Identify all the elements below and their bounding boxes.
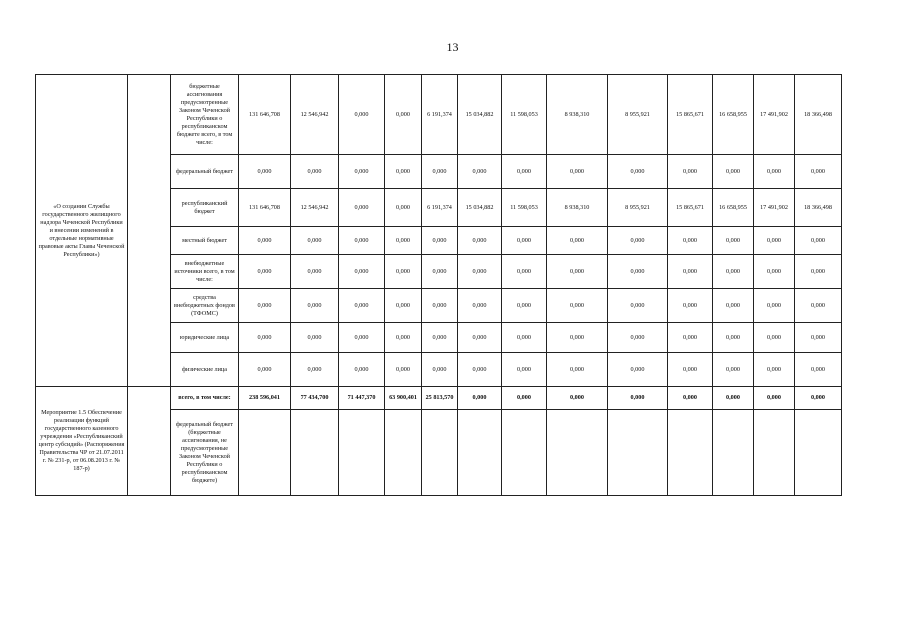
amount-cell: 0,000	[547, 289, 608, 323]
amount-cell: 0,000	[458, 323, 502, 353]
amount-cell: 0,000	[608, 289, 668, 323]
amount-cell: 0,000	[239, 255, 291, 289]
amount-cell: 0,000	[239, 155, 291, 189]
amount-cell: 16 658,955	[713, 75, 754, 155]
amount-cell	[608, 410, 668, 496]
amount-cell: 0,000	[239, 323, 291, 353]
funding-source: местный бюджет	[171, 227, 239, 255]
amount-cell: 0,000	[795, 227, 842, 255]
page-number: 13	[446, 40, 459, 54]
amount-cell	[385, 410, 422, 496]
amount-cell: 15 034,882	[458, 75, 502, 155]
amount-cell: 0,000	[795, 353, 842, 387]
amount-cell: 0,000	[795, 387, 842, 410]
amount-cell: 0,000	[422, 255, 458, 289]
funding-source: федеральный бюджет	[171, 155, 239, 189]
amount-cell: 0,000	[239, 289, 291, 323]
amount-cell: 0,000	[458, 353, 502, 387]
amount-cell	[502, 410, 547, 496]
executor-cell	[128, 75, 171, 387]
amount-cell: 0,000	[713, 323, 754, 353]
amount-cell: 0,000	[458, 227, 502, 255]
amount-cell: 0,000	[668, 155, 713, 189]
amount-cell: 0,000	[502, 323, 547, 353]
activity-description: «О создании Службы государственного жилищного надзора Чеченской Республики и внесении изменений в отдельные нормативные правовые акты Главы Чеченской Республики»)	[36, 75, 128, 387]
amount-cell: 0,000	[608, 353, 668, 387]
amount-cell: 0,000	[291, 289, 339, 323]
amount-cell: 12 546,942	[291, 189, 339, 227]
amount-cell: 63 900,401	[385, 387, 422, 410]
budget-table	[35, 74, 842, 496]
amount-cell	[795, 410, 842, 496]
amount-cell: 15 034,882	[458, 189, 502, 227]
amount-cell: 6 191,374	[422, 75, 458, 155]
amount-cell: 16 658,955	[713, 189, 754, 227]
amount-cell: 0,000	[547, 155, 608, 189]
amount-cell	[239, 410, 291, 496]
amount-cell: 0,000	[291, 255, 339, 289]
amount-cell	[422, 410, 458, 496]
amount-cell: 0,000	[608, 387, 668, 410]
funding-source: физические лица	[171, 353, 239, 387]
amount-cell: 8 955,921	[608, 75, 668, 155]
amount-cell: 131 646,708	[239, 189, 291, 227]
amount-cell: 0,000	[339, 189, 385, 227]
amount-cell: 15 865,671	[668, 75, 713, 155]
amount-cell: 0,000	[458, 255, 502, 289]
funding-source: федеральный бюджет (бюджетные ассигнования, не предусмотренные Законом Чеченской Республики о республиканском бюджете)	[171, 410, 239, 496]
amount-cell: 0,000	[422, 353, 458, 387]
amount-cell: 0,000	[547, 323, 608, 353]
amount-cell: 0,000	[385, 155, 422, 189]
amount-cell: 0,000	[502, 289, 547, 323]
amount-cell: 0,000	[239, 353, 291, 387]
amount-cell	[339, 410, 385, 496]
amount-cell: 6 191,374	[422, 189, 458, 227]
amount-cell: 0,000	[547, 387, 608, 410]
amount-cell: 77 434,700	[291, 387, 339, 410]
amount-cell: 0,000	[713, 353, 754, 387]
amount-cell: 0,000	[385, 227, 422, 255]
amount-cell: 0,000	[754, 255, 795, 289]
amount-cell: 0,000	[291, 227, 339, 255]
amount-cell: 8 955,921	[608, 189, 668, 227]
amount-cell: 0,000	[668, 255, 713, 289]
amount-cell: 0,000	[385, 189, 422, 227]
amount-cell: 0,000	[458, 155, 502, 189]
amount-cell: 0,000	[422, 227, 458, 255]
funding-source: юридические лица	[171, 323, 239, 353]
table-row	[36, 387, 842, 410]
amount-cell: 0,000	[339, 75, 385, 155]
amount-cell: 0,000	[795, 289, 842, 323]
amount-cell: 0,000	[713, 387, 754, 410]
amount-cell: 0,000	[502, 227, 547, 255]
amount-cell: 0,000	[339, 323, 385, 353]
amount-cell: 0,000	[385, 353, 422, 387]
amount-cell: 0,000	[754, 323, 795, 353]
amount-cell: 0,000	[385, 255, 422, 289]
amount-cell: 0,000	[547, 227, 608, 255]
amount-cell: 0,000	[754, 227, 795, 255]
amount-cell: 0,000	[547, 255, 608, 289]
activity-description: Мероприятие 1.5 Обеспечение реализации функций государственного казенного учреждения «Республиканский центр субсидий» (Распоряжения Правительства ЧР от 21.07.2011 г. № 231-р, от 06.08.2013 г. № 187-р)	[36, 387, 128, 496]
amount-cell: 12 546,942	[291, 75, 339, 155]
amount-cell: 0,000	[608, 227, 668, 255]
amount-cell: 0,000	[668, 323, 713, 353]
amount-cell: 11 598,053	[502, 75, 547, 155]
amount-cell: 0,000	[754, 353, 795, 387]
amount-cell: 0,000	[385, 289, 422, 323]
amount-cell: 0,000	[668, 387, 713, 410]
funding-source: бюджетные ассигнования предусмотренные Законом Чеченской Республики о республиканском бюджете всего, в том числе:	[171, 75, 239, 155]
amount-cell: 0,000	[795, 155, 842, 189]
amount-cell: 0,000	[502, 255, 547, 289]
amount-cell: 0,000	[458, 289, 502, 323]
amount-cell: 0,000	[502, 353, 547, 387]
amount-cell: 0,000	[422, 323, 458, 353]
funding-source: республиканский бюджет	[171, 189, 239, 227]
amount-cell	[458, 410, 502, 496]
amount-cell: 238 596,041	[239, 387, 291, 410]
amount-cell: 0,000	[754, 289, 795, 323]
amount-cell: 0,000	[385, 75, 422, 155]
amount-cell: 0,000	[668, 353, 713, 387]
amount-cell: 0,000	[502, 155, 547, 189]
table-row	[36, 75, 842, 155]
amount-cell: 0,000	[291, 353, 339, 387]
amount-cell: 0,000	[795, 323, 842, 353]
amount-cell: 0,000	[422, 155, 458, 189]
funding-source: внебюджетные источники всего, в том числе:	[171, 255, 239, 289]
amount-cell: 0,000	[713, 289, 754, 323]
amount-cell: 0,000	[339, 155, 385, 189]
amount-cell: 0,000	[754, 387, 795, 410]
amount-cell: 71 447,370	[339, 387, 385, 410]
amount-cell: 0,000	[547, 353, 608, 387]
amount-cell: 0,000	[422, 289, 458, 323]
amount-cell: 0,000	[668, 289, 713, 323]
amount-cell: 131 646,708	[239, 75, 291, 155]
funding-source: средства внебюджетных фондов (ТФОМС)	[171, 289, 239, 323]
amount-cell: 0,000	[795, 255, 842, 289]
amount-cell: 0,000	[291, 155, 339, 189]
amount-cell: 0,000	[502, 387, 547, 410]
amount-cell: 25 813,570	[422, 387, 458, 410]
amount-cell: 0,000	[608, 323, 668, 353]
amount-cell: 0,000	[713, 255, 754, 289]
amount-cell	[291, 410, 339, 496]
amount-cell: 0,000	[239, 227, 291, 255]
amount-cell: 0,000	[608, 255, 668, 289]
funding-source: всего, в том числе:	[171, 387, 239, 410]
amount-cell: 0,000	[668, 227, 713, 255]
amount-cell: 18 366,498	[795, 189, 842, 227]
amount-cell: 0,000	[339, 353, 385, 387]
amount-cell: 8 938,310	[547, 75, 608, 155]
amount-cell	[713, 410, 754, 496]
amount-cell: 8 938,310	[547, 189, 608, 227]
amount-cell: 0,000	[608, 155, 668, 189]
amount-cell: 0,000	[458, 387, 502, 410]
amount-cell: 17 491,902	[754, 75, 795, 155]
amount-cell: 0,000	[339, 255, 385, 289]
amount-cell: 0,000	[291, 323, 339, 353]
amount-cell	[668, 410, 713, 496]
amount-cell: 0,000	[339, 289, 385, 323]
amount-cell: 0,000	[713, 155, 754, 189]
amount-cell: 15 865,671	[668, 189, 713, 227]
amount-cell: 0,000	[754, 155, 795, 189]
amount-cell: 0,000	[713, 227, 754, 255]
amount-cell	[754, 410, 795, 496]
amount-cell: 11 598,053	[502, 189, 547, 227]
amount-cell	[547, 410, 608, 496]
amount-cell: 0,000	[385, 323, 422, 353]
amount-cell: 17 491,902	[754, 189, 795, 227]
amount-cell: 18 366,498	[795, 75, 842, 155]
executor-cell	[128, 387, 171, 496]
amount-cell: 0,000	[339, 227, 385, 255]
